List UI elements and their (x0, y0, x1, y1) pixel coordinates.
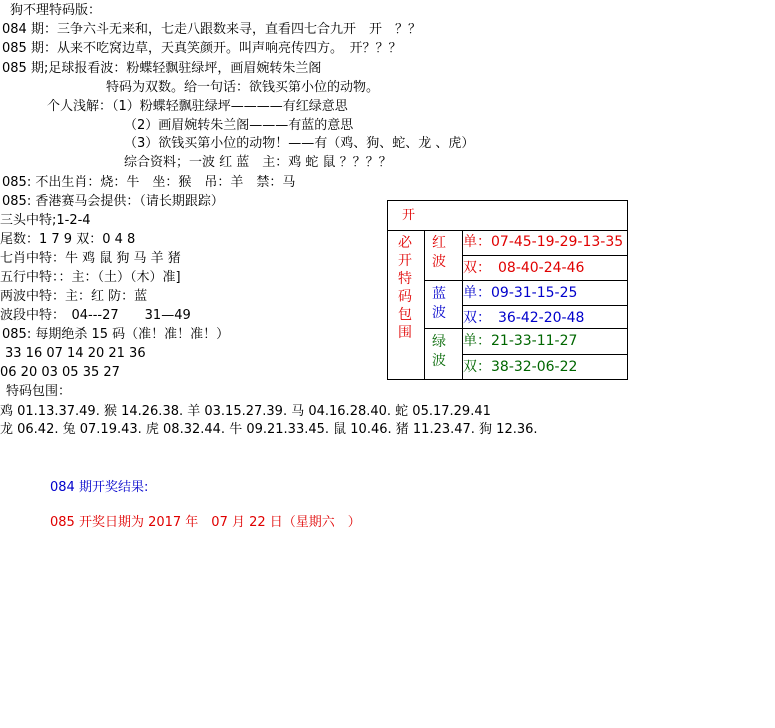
group-green-name (425, 329, 463, 380)
line-085-riddle: 085 期：从来不吃窝边草，天真笑颜开。叫声响亮传四方。 开？？？ (2, 41, 402, 56)
line-encircle: 特码包围： (6, 384, 72, 399)
red-double-row: 双： 08-40-24-46 (463, 255, 627, 280)
line-waves: 两波中特：主：红 防：蓝 (0, 289, 148, 304)
group-green (425, 328, 627, 380)
group-red (425, 230, 627, 280)
line-085-football: 085 期;足球报看波：粉蝶轻飘驻绿坪，画眉婉转朱兰阁 (2, 61, 322, 76)
panel-side (388, 230, 425, 379)
green-single-row: 单：21-33-11-27 (463, 333, 578, 349)
line-explain-4: 综合资料；一波 红 蓝 主：鸡 蛇 鼠 ？？？？ (124, 155, 392, 170)
line-zodiac7: 七肖中特：牛 鸡 鼠 狗 马 羊 猪 (0, 251, 181, 266)
line-range: 波段中特： 04---27 31—49 (0, 308, 191, 323)
panel-side-label: 必开特码包围 (398, 235, 412, 341)
special-code-panel (387, 200, 628, 380)
blue-single-row: 单：09-31-15-25 (463, 285, 578, 301)
line-zodiac-row-1: 鸡 01.13.37.49. 猴 14.26.38. 羊 03.15.27.39. 马 04.16.28.40. 蛇 05.17.29.41 (0, 404, 491, 419)
line-tail: 尾数：1 7 9 双：0 4 8 (0, 232, 136, 247)
line-draw-date: 085 开奖日期为 2017 年 07 月 22 日（星期六 ） (50, 515, 361, 530)
green-double-row: 双：38-32-06-22 (463, 354, 627, 379)
line-elements: 五行中特：：主：（土）（木）准] (0, 270, 181, 285)
line-085-zodiac-excluded: 085: 不出生肖：烧：牛 坐：猴 吊：羊 禁：马 (2, 175, 296, 190)
line-085-kill: 085: 每期绝杀 15 码（准！准！准！） (2, 327, 230, 342)
line-numbers-2: 06 20 03 05 35 27 (0, 365, 120, 380)
group-blue-name (425, 281, 463, 329)
line-explain-2: （2）画眉婉转朱兰阁———有蓝的意思 (124, 118, 354, 133)
line-084-riddle: 084 期：三争六斗无来和，七走八跟数来寻，直看四七合九开 开 ？？ (2, 22, 421, 37)
blue-double-row: 双： 36-42-20-48 (463, 305, 627, 330)
group-green-label: 绿波 (432, 334, 446, 369)
line-top3: 三头中特;1-2-4 (0, 213, 91, 228)
line-numbers-1: 33 16 07 14 20 21 36 (5, 346, 146, 361)
line-explain-1: 个人浅解：（1）粉蝶轻飘驻绿坪————有红绿意思 (47, 99, 348, 114)
line-zodiac-row-2: 龙 06.42. 兔 07.19.43. 虎 08.32.44. 牛 09.21.33.45. 鼠 10.46. 猪 11.23.47. 狗 12.36. (0, 422, 538, 437)
group-red-name (425, 230, 463, 280)
group-blue (425, 280, 627, 329)
line-085-source: 085: 香港赛马会提供：（请长期跟踪） (2, 194, 224, 209)
group-blue-label: 蓝波 (432, 286, 446, 321)
doc-title: 狗不理特码版： (10, 3, 102, 18)
red-single-row: 单：07-45-19-29-13-35 (463, 234, 624, 250)
line-result: 084 期开奖结果: (50, 480, 149, 495)
line-explain-3: （3）欲钱买第小位的动物！——有（鸡、狗、蛇、龙 、虎） (124, 136, 475, 151)
group-red-label: 红波 (432, 235, 446, 270)
line-tip: 特码为双数。给一句话：欲钱买第小位的动物。 (106, 80, 380, 95)
panel-header (388, 201, 627, 231)
panel-header-label: 开 (402, 208, 416, 223)
